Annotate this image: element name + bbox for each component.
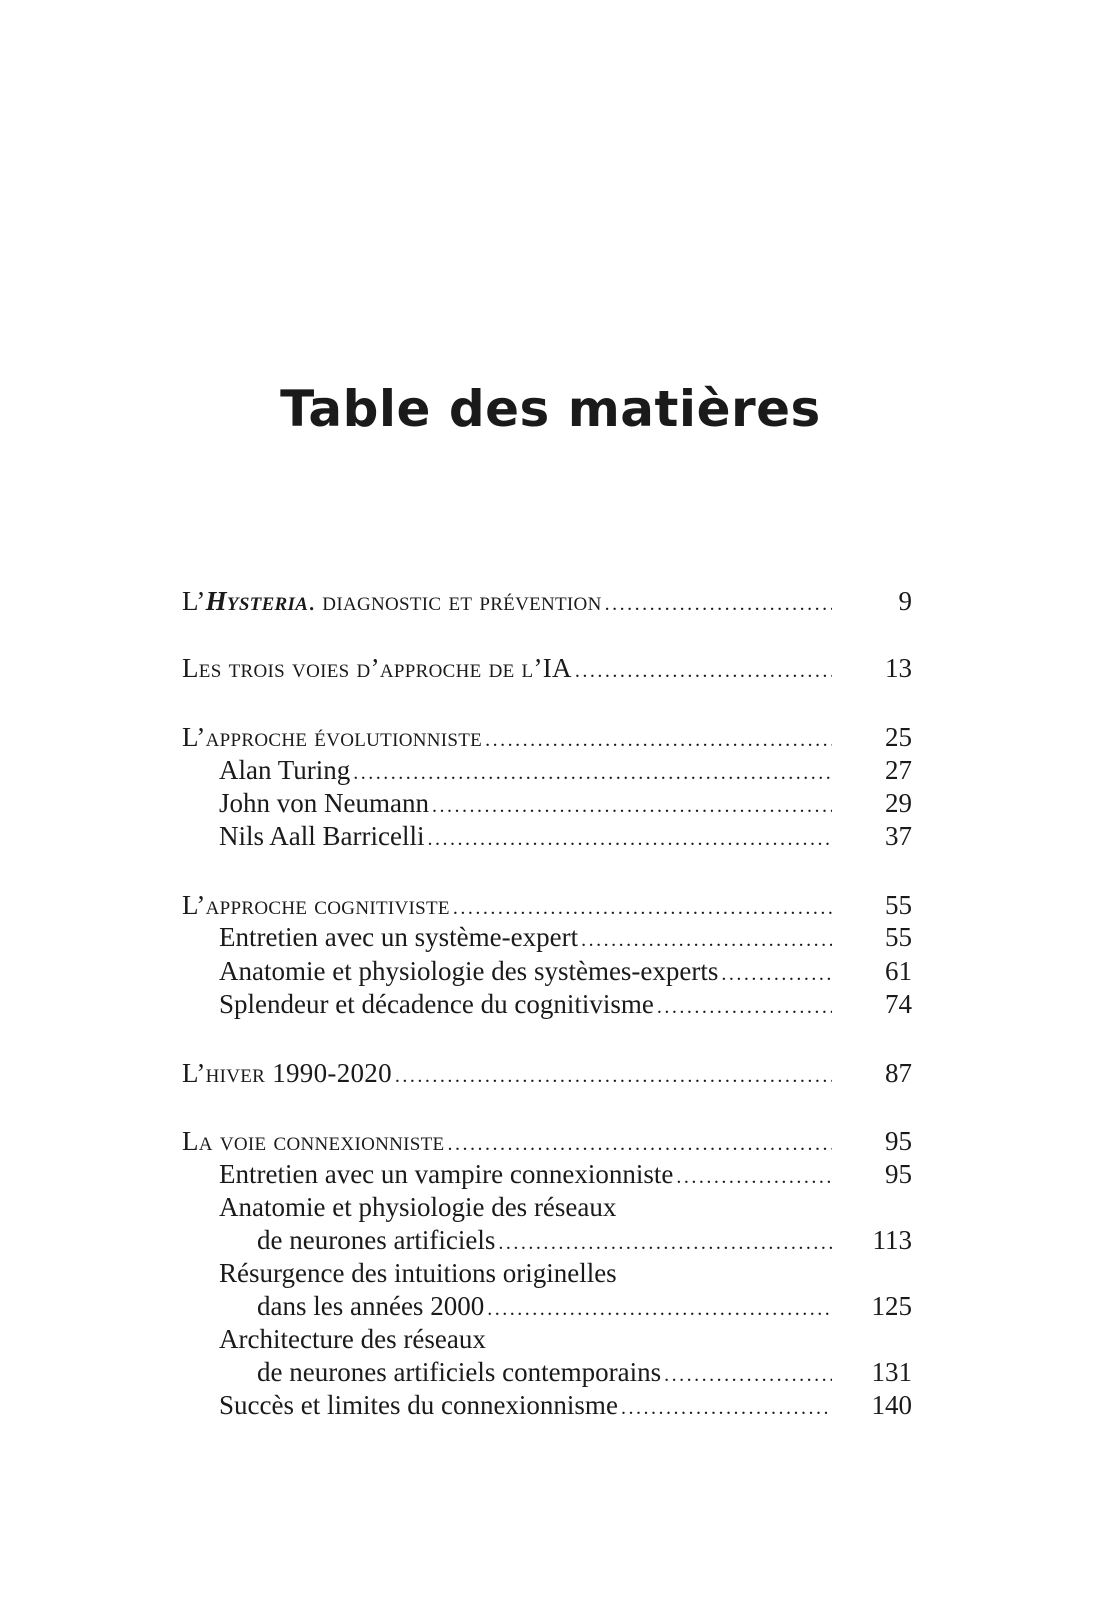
toc-entry-approche-evolutionniste[interactable] — [182, 722, 912, 756]
toc-label-line2: de neurones artificiels contemporains — [257, 1357, 662, 1387]
toc-label-line1: Architecture des réseaux — [219, 1324, 486, 1354]
toc-label-line1: Résurgence des intuitions originelles — [219, 1258, 617, 1288]
toc-label: Splendeur et décadence du cognitivisme — [219, 989, 654, 1019]
toc-entry-anatomie-reseaux[interactable] — [182, 1225, 912, 1259]
toc-label: Nils Aall Barricelli — [219, 821, 425, 851]
dot-leader — [485, 729, 832, 752]
toc-label: Anatomie et physiologie des systèmes-experts — [219, 956, 719, 986]
dot-leader — [432, 795, 832, 818]
dot-leader — [447, 1133, 832, 1156]
dot-leader — [575, 660, 832, 683]
toc-label: L’Hysteria. diagnostic et prévention — [182, 586, 602, 616]
dot-leader — [487, 1298, 832, 1321]
dot-leader — [353, 762, 832, 785]
toc-entry-voie-connexionniste[interactable] — [182, 1126, 912, 1160]
toc-label: L’approche cognitiviste — [182, 890, 450, 920]
toc-page-number: 37 — [885, 821, 912, 851]
toc-entry-alan-turing[interactable] — [182, 755, 912, 789]
toc-label: Les trois voies d’approche de l’IA — [182, 653, 572, 683]
toc-page-number: 9 — [898, 586, 912, 616]
toc-page-number: 74 — [885, 989, 912, 1019]
toc-page-number: 25 — [885, 722, 912, 752]
toc-page-number: 55 — [885, 890, 912, 920]
toc-label: La voie connexionniste — [182, 1126, 445, 1156]
dot-leader — [395, 1065, 832, 1088]
toc-entry-entretien-vampire[interactable] — [182, 1159, 912, 1193]
dot-leader — [498, 1232, 832, 1255]
toc-page-number: 87 — [885, 1058, 912, 1088]
toc-page-number: 29 — [885, 788, 912, 818]
toc-entry-hiver[interactable] — [182, 1058, 912, 1092]
dot-leader — [581, 929, 832, 952]
toc-entry-architecture[interactable] — [182, 1357, 912, 1391]
toc-entry-trois-voies[interactable] — [182, 653, 912, 687]
toc-entry-barricelli[interactable] — [182, 821, 912, 855]
dot-leader — [721, 963, 832, 986]
toc-label-italic: Hysteria — [205, 586, 309, 616]
dot-leader — [427, 828, 832, 851]
toc-label-line2: de neurones artificiels — [257, 1225, 496, 1255]
dot-leader — [657, 996, 832, 1019]
toc-label: Alan Turing — [219, 755, 351, 785]
toc-entry-anatomie-systemes-experts[interactable] — [182, 956, 912, 990]
toc-label: John von Neumann — [219, 788, 429, 818]
toc-entry-hysteria[interactable] — [182, 586, 912, 620]
toc-label-line2: dans les années 2000 — [257, 1291, 485, 1321]
dot-leader — [621, 1397, 832, 1420]
toc-page-number: 95 — [885, 1126, 912, 1156]
toc-label: L’hiver 1990-2020 — [182, 1058, 392, 1088]
toc-entry-von-neumann[interactable] — [182, 788, 912, 822]
dot-leader — [605, 593, 832, 616]
toc-entry-splendeur-decadence[interactable] — [182, 989, 912, 1023]
toc-page-number: 125 — [871, 1291, 912, 1321]
toc-page-number: 140 — [871, 1390, 912, 1420]
toc-page-number: 113 — [872, 1225, 912, 1255]
dot-leader — [676, 1166, 832, 1189]
toc-page-number: 61 — [885, 956, 912, 986]
toc-page-number: 95 — [885, 1159, 912, 1189]
toc-entry-succes-limites[interactable] — [182, 1390, 912, 1424]
toc-page-number: 13 — [885, 653, 912, 683]
page-title: Table des matières — [280, 380, 821, 438]
toc-label: Entretien avec un système-expert — [219, 922, 579, 952]
dot-leader — [453, 897, 832, 920]
toc-entry-resurgence[interactable] — [182, 1291, 912, 1325]
toc-label-line1: Anatomie et physiologie des réseaux — [219, 1192, 617, 1222]
toc-entry-entretien-systeme-expert[interactable] — [182, 922, 912, 956]
toc-page-number: 27 — [885, 755, 912, 785]
toc-page-number: 55 — [885, 922, 912, 952]
toc-entry-approche-cognitiviste[interactable] — [182, 890, 912, 924]
toc-label: Entretien avec un vampire connexionniste — [219, 1159, 674, 1189]
dot-leader — [664, 1364, 832, 1387]
toc-label: Succès et limites du connexionnisme — [219, 1390, 618, 1420]
toc-label: L’approche évolutionniste — [182, 722, 483, 752]
toc-page-number: 131 — [871, 1357, 912, 1387]
